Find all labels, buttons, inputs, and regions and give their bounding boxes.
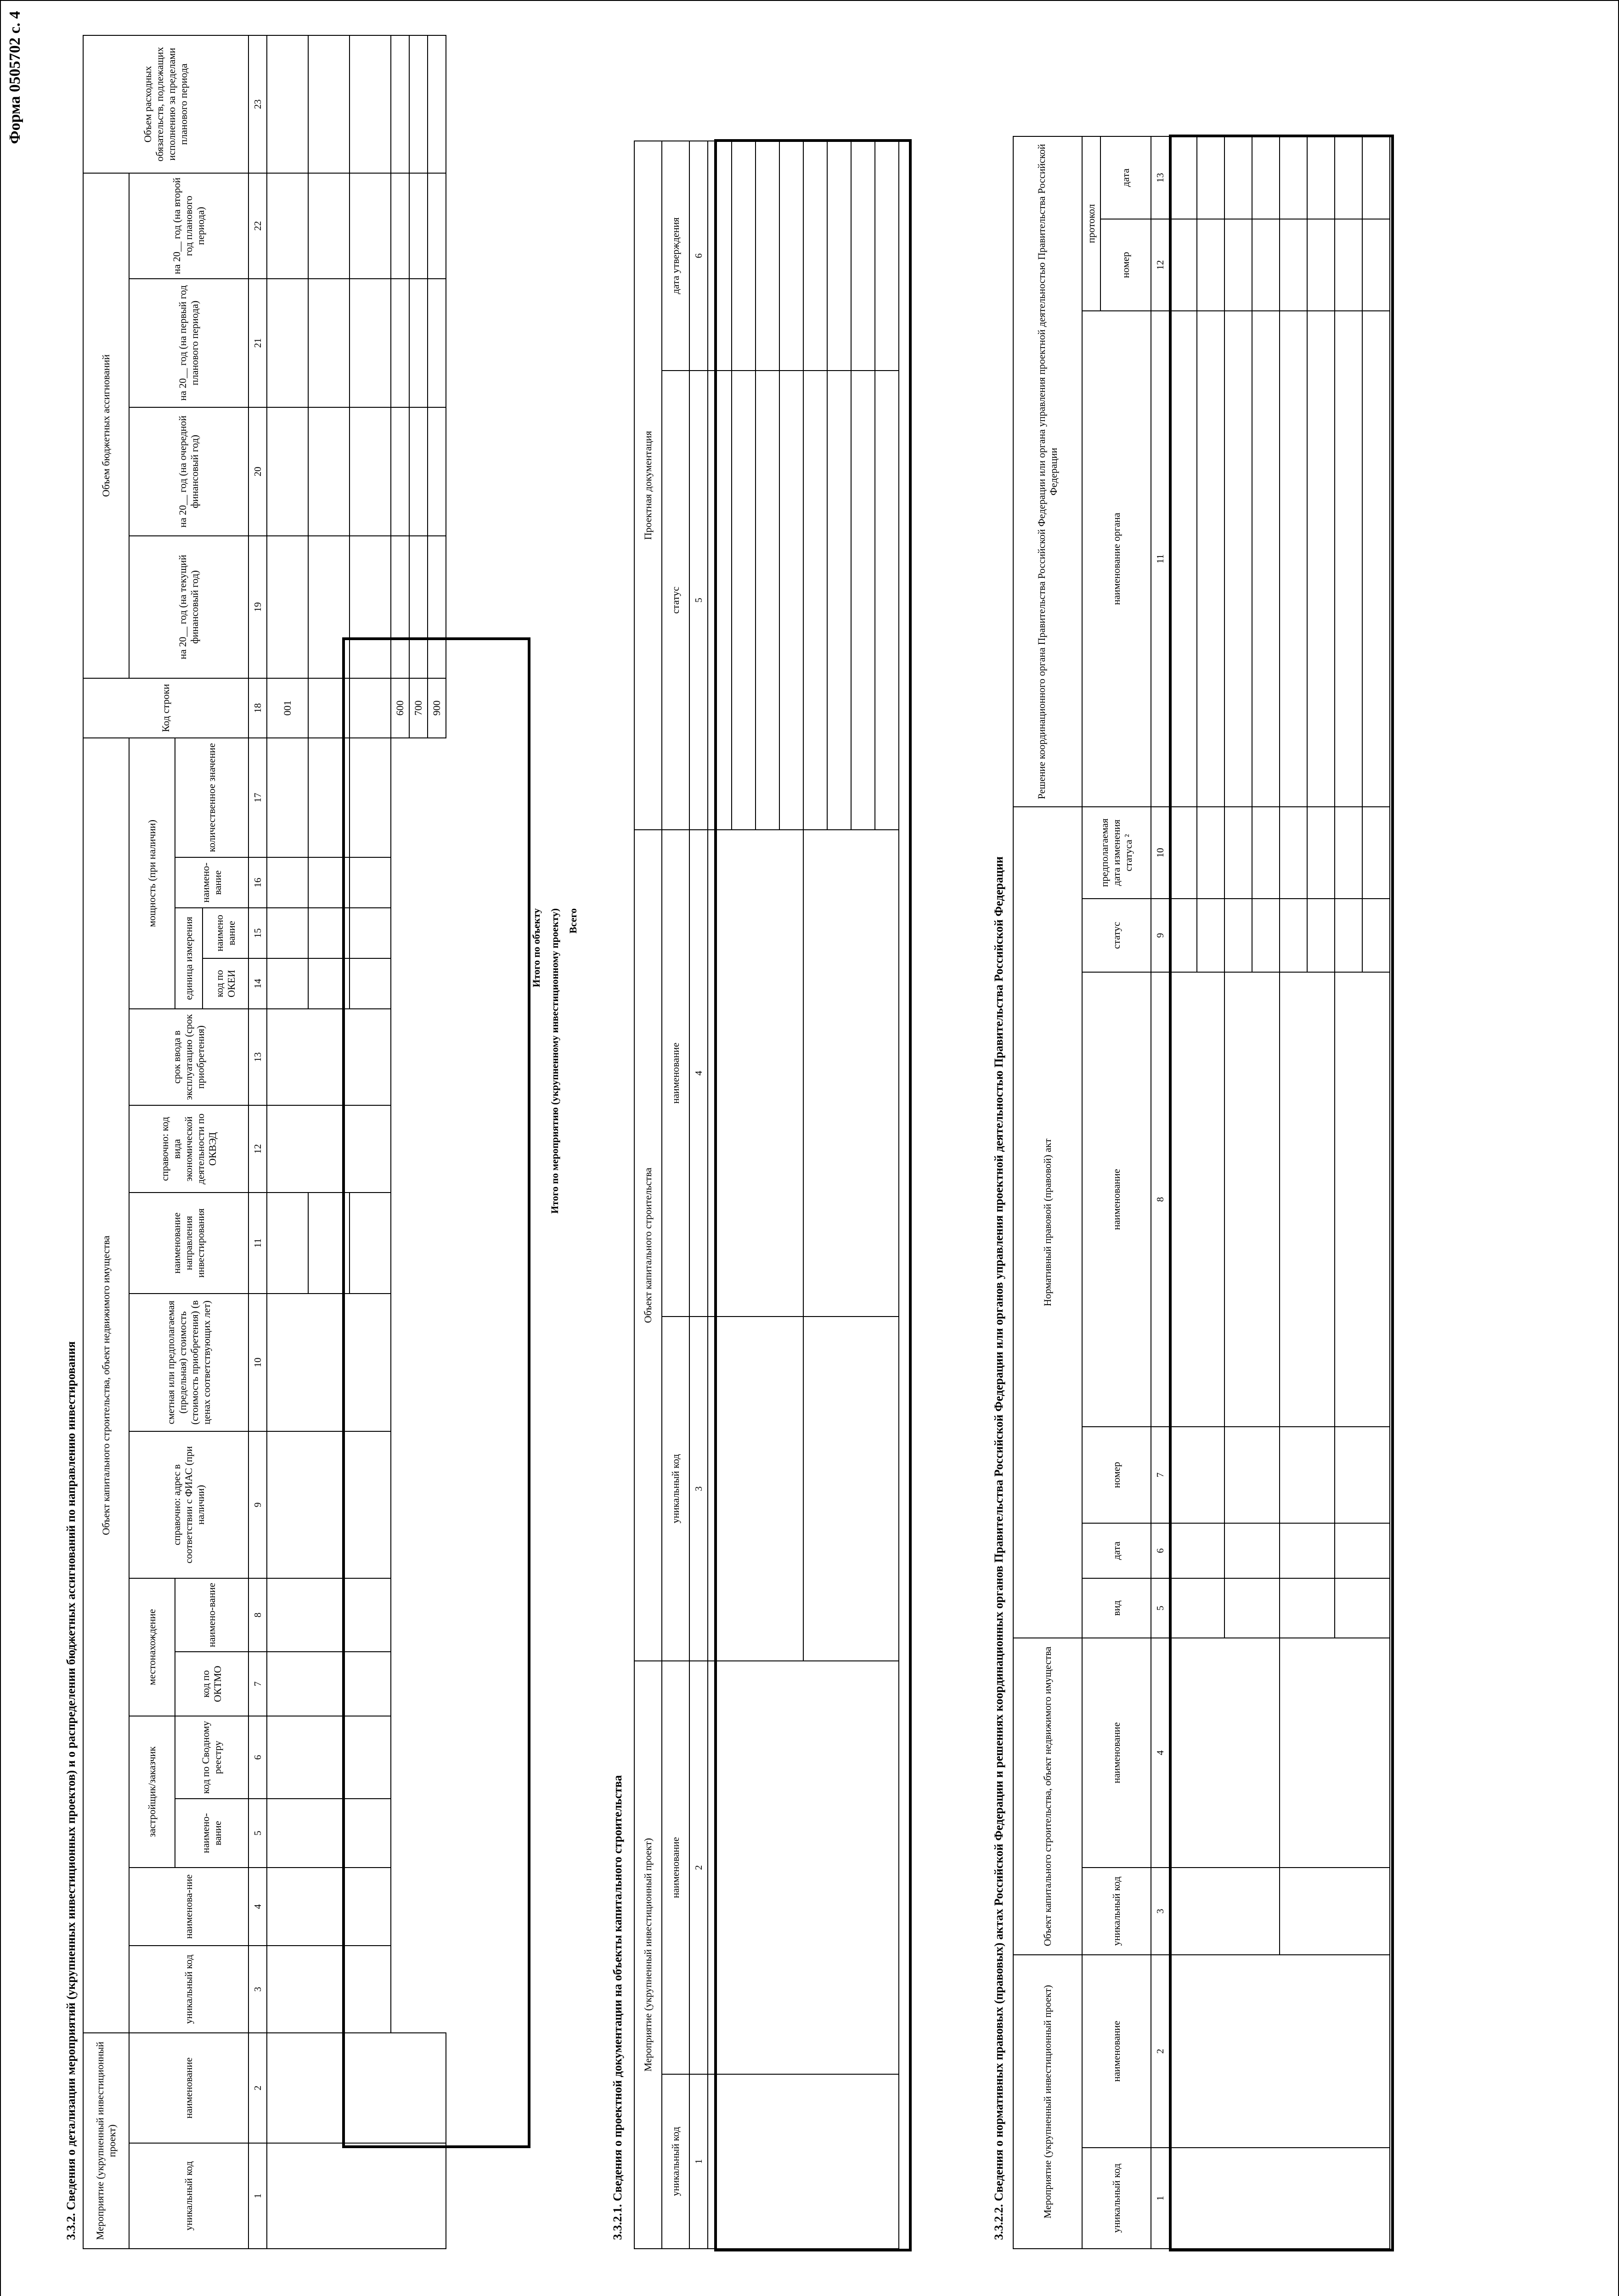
cell-unit-name[interactable] xyxy=(267,908,308,958)
hdr-capacity: мощность (при наличии) xyxy=(129,738,175,1009)
hdr-protocol-number: номер xyxy=(1100,219,1151,311)
hdr-okved: справочно: код вида экономической деятельности по ОКВЭД xyxy=(129,1105,248,1193)
cell-approval-date[interactable] xyxy=(732,141,756,371)
cell-status[interactable] xyxy=(756,371,779,830)
cell-approval-date[interactable] xyxy=(756,141,779,371)
cell-total-y1[interactable] xyxy=(428,536,446,678)
hdr-unique-code: уникальный код xyxy=(662,2074,689,2249)
cell-obj-code[interactable] xyxy=(708,1317,803,1661)
section-3321-title: 3.3.2.1. Сведения о проектной документации на объекты капитального строительства xyxy=(611,1775,624,2240)
cell-commission[interactable] xyxy=(267,1009,391,1105)
hdr-line-code: Код строки xyxy=(83,678,248,738)
col-num: 4 xyxy=(689,830,708,1317)
col-num: 18 xyxy=(248,678,267,738)
cell-event-code[interactable] xyxy=(267,2143,446,2249)
cell-cap-name[interactable] xyxy=(308,857,350,908)
cell-organ-name[interactable] xyxy=(1169,311,1197,807)
cell-obj-code[interactable] xyxy=(1280,1868,1390,1955)
cell-number[interactable] xyxy=(1224,1427,1280,1523)
col-num: 15 xyxy=(248,908,267,958)
cell-cap-name[interactable] xyxy=(267,857,308,908)
totals-spacer xyxy=(428,738,446,2033)
cell-organ-name[interactable] xyxy=(1335,311,1362,807)
cell-protocol-date[interactable] xyxy=(1169,136,1197,219)
cell-approval-date[interactable] xyxy=(875,141,899,371)
cell-change-date[interactable] xyxy=(1280,807,1307,899)
cell-row-code: 001 xyxy=(267,678,308,738)
cell-cost[interactable] xyxy=(267,1294,391,1431)
hdr-loc-name: наимено-вание xyxy=(175,1578,248,1652)
col-num: 6 xyxy=(689,141,708,371)
cell-protocol-number[interactable] xyxy=(1197,219,1224,311)
cell-event-name[interactable] xyxy=(1169,1955,1390,2148)
section-332-title: 3.3.2. Сведения о детализации мероприятий (укрупненных инвестиционных проектов) и о распределении бюджетных ассигнований по направлению инвестирования xyxy=(64,1341,78,2240)
col-num: 16 xyxy=(248,857,267,908)
col-num: 10 xyxy=(248,1294,267,1431)
hdr-name: наименование xyxy=(662,1661,689,2074)
cell-total-y1[interactable] xyxy=(391,536,409,678)
col-num: 6 xyxy=(1151,1523,1169,1578)
cell-protocol-number[interactable] xyxy=(1280,219,1307,311)
cell-obj-code[interactable] xyxy=(803,1317,899,1661)
cell-protocol-number[interactable] xyxy=(1362,219,1390,311)
col-num: 1 xyxy=(1151,2148,1169,2249)
hdr-object: Объект капитального строительства, объект недвижимого имущества xyxy=(1013,1638,1082,1955)
total-object-label: Итого по объекту xyxy=(530,908,542,987)
hdr-obj-unique-code: уникальный код xyxy=(662,1317,689,1661)
col-num: 4 xyxy=(1151,1638,1169,1868)
cell-status[interactable] xyxy=(1307,899,1335,972)
cell-status[interactable] xyxy=(1362,899,1390,972)
cell-protocol-date[interactable] xyxy=(1280,136,1307,219)
cell-total-y3[interactable] xyxy=(391,279,409,407)
hdr-object: Объект капитального строительства xyxy=(634,830,662,1661)
cell-date[interactable] xyxy=(1224,1523,1280,1578)
total-event-label: Итого по мероприятию (укрупненному инвестиционному проекту) xyxy=(549,908,560,1214)
cell-status[interactable] xyxy=(1335,899,1362,972)
cell-total-code: 700 xyxy=(409,678,428,738)
cell-y1[interactable] xyxy=(350,536,391,678)
cell-organ-name[interactable] xyxy=(1252,311,1280,807)
hdr-act-name: наименование xyxy=(1082,972,1151,1427)
cell-event-code[interactable] xyxy=(708,2074,899,2249)
hdr-date: дата xyxy=(1082,1523,1151,1578)
col-num: 20 xyxy=(248,407,267,536)
cell-direction[interactable] xyxy=(308,1193,350,1294)
hdr-obj-name: наименова-ние xyxy=(129,1868,248,1946)
cell-obj-name[interactable] xyxy=(1280,1638,1390,1868)
cell-protocol-number[interactable] xyxy=(1169,219,1197,311)
hdr-okei: код по ОКЕИ xyxy=(203,958,248,1009)
cell-change-date[interactable] xyxy=(1362,807,1390,899)
col-num: 8 xyxy=(1151,972,1169,1427)
cell-kind[interactable] xyxy=(1280,1578,1335,1638)
cell-status[interactable] xyxy=(779,371,803,830)
col-num: 1 xyxy=(248,2143,267,2249)
hdr-year-next: на 20__ год (на очередной финансовый год) xyxy=(129,407,248,536)
hdr-approval-date: дата утверждения xyxy=(662,141,689,371)
cell-obj-code[interactable] xyxy=(1169,1868,1280,1955)
cell-organ-name[interactable] xyxy=(1307,311,1335,807)
cell-kind[interactable] xyxy=(1335,1578,1390,1638)
cell-act-name[interactable] xyxy=(1280,972,1335,1427)
cell-organ-name[interactable] xyxy=(1362,311,1390,807)
cell-y3[interactable] xyxy=(350,279,391,407)
cell-approval-date[interactable] xyxy=(779,141,803,371)
cell-event-name[interactable] xyxy=(708,1661,899,2074)
hdr-obj-unique-code: уникальный код xyxy=(129,1946,248,2033)
hdr-legal-act: Нормативный правовой (правовой) акт xyxy=(1013,807,1082,1638)
hdr-budget: Объем бюджетных ассигнований xyxy=(83,173,129,678)
cell-organ-name[interactable] xyxy=(1224,311,1252,807)
hdr-commission: срок ввода в эксплуатацию (срок приобретения) xyxy=(129,1009,248,1105)
cell-y1[interactable] xyxy=(308,536,350,678)
cell-change-date[interactable] xyxy=(1224,807,1252,899)
hdr-quantity: количественное значение xyxy=(175,738,248,857)
cell-protocol-number[interactable] xyxy=(1307,219,1335,311)
hdr-location: местонахождение xyxy=(129,1578,175,1716)
hdr-dev-name: наимено-вание xyxy=(175,1799,248,1868)
col-num: 4 xyxy=(248,1868,267,1946)
cell-quantity[interactable] xyxy=(350,738,391,857)
cell-total-y2[interactable] xyxy=(409,407,428,536)
cell-total-y3[interactable] xyxy=(428,279,446,407)
cell-protocol-date[interactable] xyxy=(1307,136,1335,219)
col-num: 12 xyxy=(248,1105,267,1193)
cell-date[interactable] xyxy=(1169,1523,1224,1578)
form-label: Форма 0505702 с. 4 xyxy=(6,11,23,144)
totals-spacer xyxy=(391,738,409,2033)
cell-obligations[interactable] xyxy=(350,35,391,173)
cell-approval-date[interactable] xyxy=(851,141,875,371)
cell-okei[interactable] xyxy=(267,958,308,1009)
hdr-direction: наименование направления инвестирования xyxy=(129,1193,248,1294)
cell-direction[interactable] xyxy=(267,1193,308,1294)
cell-kind[interactable] xyxy=(1224,1578,1280,1638)
cell-y2[interactable] xyxy=(308,407,350,536)
cell-status[interactable] xyxy=(732,371,756,830)
col-num: 9 xyxy=(1151,899,1169,972)
cell-total-y2[interactable] xyxy=(391,407,409,536)
cell-act-name[interactable] xyxy=(1169,972,1224,1427)
cell-obj-name[interactable] xyxy=(267,1868,391,1946)
hdr-number: номер xyxy=(1082,1427,1151,1523)
cell-oktmo[interactable] xyxy=(267,1652,391,1716)
hdr-dev-registry-code: код по Сводному реестру xyxy=(175,1716,248,1799)
cell-number[interactable] xyxy=(1169,1427,1224,1523)
col-num: 2 xyxy=(248,2033,267,2143)
hdr-name: наименование xyxy=(129,2033,248,2143)
col-num: 5 xyxy=(1151,1578,1169,1638)
cell-okei[interactable] xyxy=(308,958,350,1009)
col-num: 13 xyxy=(248,1009,267,1105)
hdr-fias: справочно: адрес в соответствии с ФИАС (при наличии) xyxy=(129,1431,248,1578)
cell-change-date[interactable] xyxy=(1307,807,1335,899)
cell-y1[interactable] xyxy=(267,536,308,678)
col-num: 2 xyxy=(1151,1955,1169,2148)
col-num: 12 xyxy=(1151,219,1169,311)
cell-protocol-date[interactable] xyxy=(1224,136,1252,219)
cell-protocol-number[interactable] xyxy=(1224,219,1252,311)
hdr-unique-code: уникальный код xyxy=(1082,2148,1151,2249)
cell-dev-code[interactable] xyxy=(267,1716,391,1799)
cell-y3[interactable] xyxy=(267,279,308,407)
hdr-cap-name: наимено-вание xyxy=(175,857,248,908)
col-num: 21 xyxy=(248,279,267,407)
hdr-status: статус xyxy=(1082,899,1151,972)
cell-quantity[interactable] xyxy=(308,738,350,857)
col-num: 11 xyxy=(1151,311,1169,807)
cell-change-date[interactable] xyxy=(1197,807,1224,899)
cell-protocol-number[interactable] xyxy=(1252,219,1280,311)
cell-y4[interactable] xyxy=(267,173,308,279)
cell-total-obl[interactable] xyxy=(409,35,428,173)
cell-total-obl[interactable] xyxy=(428,35,446,173)
hdr-decision: Решение координационного органа Правительства Российской Федерации или органа управления проектной деятельностью Правительства Российской Федерации xyxy=(1013,136,1082,807)
cell-approval-date[interactable] xyxy=(708,141,732,371)
cell-obj-name[interactable] xyxy=(803,830,899,1317)
hdr-obj-unique-code: уникальный код xyxy=(1082,1868,1151,1955)
cell-y2[interactable] xyxy=(350,407,391,536)
col-num: 9 xyxy=(248,1431,267,1578)
hdr-obj-name: наименование xyxy=(662,830,689,1317)
cell-change-date[interactable] xyxy=(1335,807,1362,899)
cell-status[interactable] xyxy=(1224,899,1252,972)
hdr-change-date: предполагаемая дата изменения статуса ² xyxy=(1082,807,1151,899)
cell-act-name[interactable] xyxy=(1335,972,1390,1427)
cell-obj-name[interactable] xyxy=(708,830,803,1317)
col-num: 19 xyxy=(248,536,267,678)
col-num: 2 xyxy=(689,1661,708,2074)
cell-row-code[interactable] xyxy=(350,678,391,738)
col-num: 3 xyxy=(248,1946,267,2033)
col-num: 6 xyxy=(248,1716,267,1799)
section-332-table xyxy=(83,35,446,2249)
hdr-unit: единица измерения xyxy=(175,908,203,1009)
col-num: 10 xyxy=(1151,807,1169,899)
col-num: 11 xyxy=(248,1193,267,1294)
col-num: 5 xyxy=(248,1799,267,1868)
section-3321-table xyxy=(634,141,899,2249)
hdr-year-plan2: на 20__ год (на второй год планового периода) xyxy=(129,173,248,279)
totals-spacer xyxy=(409,738,428,2033)
cell-cap-name[interactable] xyxy=(350,857,391,908)
col-num: 3 xyxy=(1151,1868,1169,1955)
hdr-event: Мероприятие (укрупненный инвестиционный проект) xyxy=(634,1661,662,2249)
cell-status[interactable] xyxy=(1197,899,1224,972)
cell-total-y1[interactable] xyxy=(409,536,428,678)
cell-row-code[interactable] xyxy=(308,678,350,738)
cell-obligations[interactable] xyxy=(308,35,350,173)
cell-dev-name[interactable] xyxy=(267,1799,391,1868)
col-num: 14 xyxy=(248,958,267,1009)
hdr-developer: застройщик/заказчик xyxy=(129,1716,175,1868)
cell-status[interactable] xyxy=(1169,899,1197,972)
hdr-name: наименование xyxy=(1082,1955,1151,2148)
cell-total-y4[interactable] xyxy=(409,173,428,279)
hdr-event: Мероприятие (укрупненный инвестиционный проект) xyxy=(1013,1955,1082,2249)
cell-approval-date[interactable] xyxy=(827,141,851,371)
cell-status[interactable] xyxy=(803,371,827,830)
cell-number[interactable] xyxy=(1280,1427,1335,1523)
cell-total-y4[interactable] xyxy=(391,173,409,279)
hdr-kind: вид xyxy=(1082,1578,1151,1638)
cell-protocol-number[interactable] xyxy=(1335,219,1362,311)
total-all-label: Всего xyxy=(567,908,579,934)
cell-total-code: 900 xyxy=(428,678,446,738)
cell-kind[interactable] xyxy=(1169,1578,1224,1638)
cell-event-code[interactable] xyxy=(1169,2148,1390,2249)
col-num: 8 xyxy=(248,1578,267,1652)
cell-okei[interactable] xyxy=(350,958,391,1009)
cell-protocol-date[interactable] xyxy=(1197,136,1224,219)
cell-obligations[interactable] xyxy=(267,35,308,173)
col-num: 5 xyxy=(689,371,708,830)
col-num: 7 xyxy=(248,1652,267,1716)
cell-status[interactable] xyxy=(875,371,899,830)
cell-status[interactable] xyxy=(1252,899,1280,972)
cell-event-name[interactable] xyxy=(267,2033,446,2143)
hdr-protocol-date: дата xyxy=(1100,136,1151,219)
section-3322-title: 3.3.2.2. Сведения о нормативных правовых (правовых) актах Российской Федерации и решениях координационных органов Правительства Российской Федерации или органов управления проектной деятельностью Правительства Российской Федерации xyxy=(992,856,1005,2240)
hdr-status: статус xyxy=(662,371,689,830)
col-num: 13 xyxy=(1151,136,1169,219)
cell-quantity[interactable] xyxy=(267,738,308,857)
hdr-protocol: протокол xyxy=(1082,136,1100,311)
cell-status[interactable] xyxy=(708,371,732,830)
col-num: 7 xyxy=(1151,1427,1169,1523)
cell-okved[interactable] xyxy=(267,1105,391,1193)
cell-total-y4[interactable] xyxy=(428,173,446,279)
cell-act-name[interactable] xyxy=(1224,972,1280,1427)
col-num: 22 xyxy=(248,173,267,279)
section-3322-table xyxy=(1013,136,1390,2249)
cell-obj-name[interactable] xyxy=(1169,1638,1280,1868)
cell-approval-date[interactable] xyxy=(803,141,827,371)
cell-status[interactable] xyxy=(827,371,851,830)
hdr-obj-name: наименование xyxy=(1082,1638,1151,1868)
cell-status[interactable] xyxy=(1280,899,1307,972)
cell-protocol-date[interactable] xyxy=(1335,136,1362,219)
cell-total-obl[interactable] xyxy=(391,35,409,173)
cell-y4[interactable] xyxy=(350,173,391,279)
cell-change-date[interactable] xyxy=(1169,807,1197,899)
cell-y2[interactable] xyxy=(267,407,308,536)
cell-organ-name[interactable] xyxy=(1197,311,1224,807)
hdr-obligations: Объем расходных обязательств, подлежащих исполнению за пределами планового периода xyxy=(83,35,248,173)
cell-date[interactable] xyxy=(1280,1523,1335,1578)
cell-protocol-date[interactable] xyxy=(1362,136,1390,219)
cell-status[interactable] xyxy=(851,371,875,830)
hdr-year-plan1: на 20__ год (на первый год планового периода) xyxy=(129,279,248,407)
hdr-organ-name: наименование органа xyxy=(1082,311,1151,807)
cell-date[interactable] xyxy=(1335,1523,1390,1578)
hdr-project-docs: Проектная документация xyxy=(634,141,662,830)
cell-unit-name[interactable] xyxy=(350,908,391,958)
col-num: 1 xyxy=(689,2074,708,2249)
col-num: 3 xyxy=(689,1317,708,1661)
cell-y4[interactable] xyxy=(308,173,350,279)
cell-organ-name[interactable] xyxy=(1280,311,1307,807)
cell-y3[interactable] xyxy=(308,279,350,407)
cell-number[interactable] xyxy=(1335,1427,1390,1523)
hdr-oktmo: код по ОКТМО xyxy=(175,1652,248,1716)
col-num: 17 xyxy=(248,738,267,857)
hdr-event: Мероприятие (укрупненный инвестиционный проект) xyxy=(83,2033,129,2249)
cell-change-date[interactable] xyxy=(1252,807,1280,899)
cell-loc-name[interactable] xyxy=(267,1578,391,1652)
col-num: 23 xyxy=(248,35,267,173)
cell-fias[interactable] xyxy=(267,1431,391,1578)
cell-protocol-date[interactable] xyxy=(1252,136,1280,219)
cell-total-y3[interactable] xyxy=(409,279,428,407)
cell-direction[interactable] xyxy=(350,1193,391,1294)
cell-total-y2[interactable] xyxy=(428,407,446,536)
hdr-cost: сметная или предполагаемая (предельная) стоимость (стоимость приобретения) (в ценах соответствующих лет) xyxy=(129,1294,248,1431)
hdr-year-current: на 20__ год (на текущий финансовый год) xyxy=(129,536,248,678)
hdr-object: Объект капитального строительства, объект недвижимого имущества xyxy=(83,738,129,2033)
hdr-unique-code: уникальный код xyxy=(129,2143,248,2249)
hdr-unit-name: наимено вание xyxy=(203,908,248,958)
cell-obj-code[interactable] xyxy=(267,1946,391,2033)
cell-total-code: 600 xyxy=(391,678,409,738)
cell-unit-name[interactable] xyxy=(308,908,350,958)
